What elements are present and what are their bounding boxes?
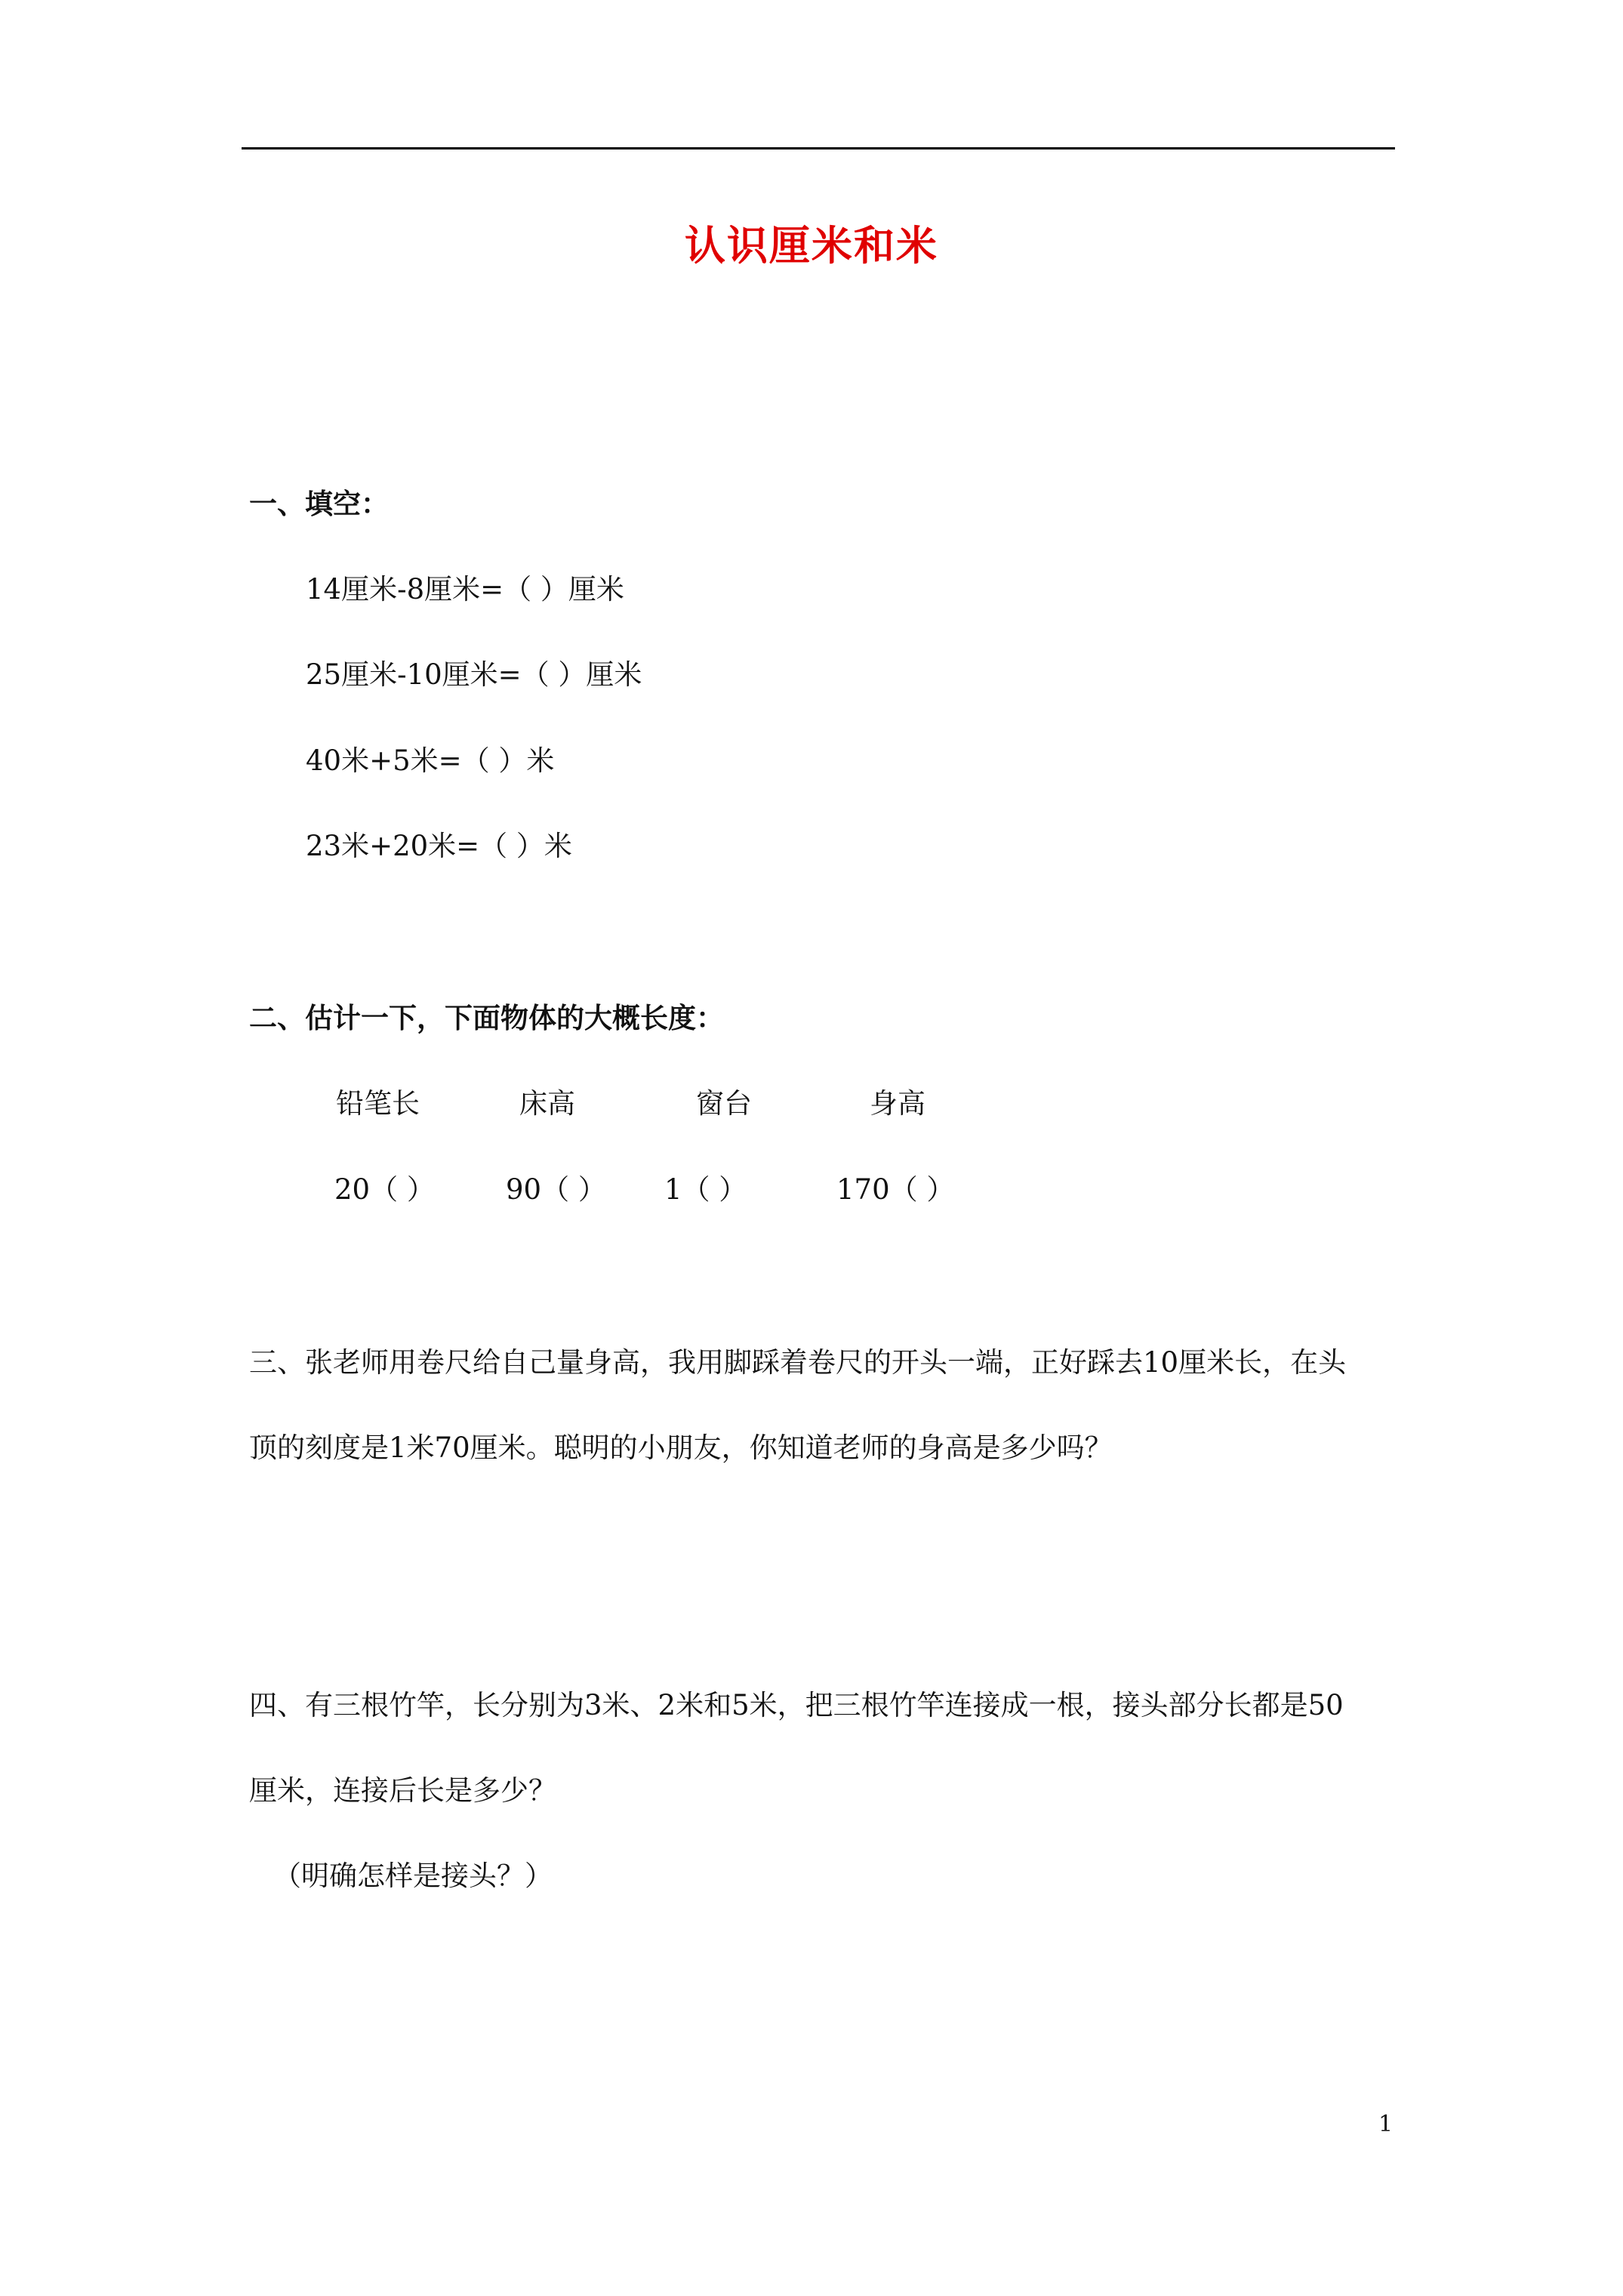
page-number: 1 — [1378, 2111, 1394, 2137]
estimate-value-bed: 90（ ） — [506, 1173, 606, 1206]
section2-heading: 二、估计一下，下面物体的大概长度： — [249, 1001, 724, 1034]
fill-blank-item-4: 23米+20米=（ ）米 — [306, 830, 572, 862]
estimate-value-pencil: 20（ ） — [334, 1173, 435, 1206]
section4-line-1: 四、有三根竹竿，长分别为3米、2米和5米，把三根竹竿连接成一根，接头部分长都是50 — [249, 1689, 1344, 1721]
fill-blank-item-2: 25厘米-10厘米=（ ）厘米 — [306, 658, 642, 691]
estimate-value-windowsill: 1（ ） — [664, 1173, 747, 1206]
section3-line-1: 三、张老师用卷尺给自己量身高，我用脚踩着卷尺的开头一端，正好踩去10厘米长，在头 — [249, 1346, 1347, 1379]
fill-blank-item-3: 40米+5米=（ ）米 — [306, 744, 555, 777]
estimate-label-pencil: 铅笔长 — [336, 1087, 420, 1120]
estimate-label-bed: 床高 — [519, 1087, 575, 1120]
section4-line-2: 厘米，连接后长是多少？ — [249, 1774, 556, 1807]
estimate-label-windowsill: 窗台 — [696, 1087, 752, 1120]
fill-blank-item-1: 14厘米-8厘米=（ ）厘米 — [306, 573, 624, 606]
section1-heading: 一、填空： — [249, 487, 389, 520]
estimate-label-height: 身高 — [870, 1087, 925, 1120]
header-rule — [242, 147, 1395, 149]
section4-hint: （明确怎样是接头？） — [273, 1860, 553, 1892]
page-title: 认识厘米和米 — [685, 221, 938, 270]
section3-line-2: 顶的刻度是1米70厘米。聪明的小朋友，你知道老师的身高是多少吗？ — [249, 1432, 1113, 1464]
estimate-value-height: 170（ ） — [836, 1173, 955, 1206]
